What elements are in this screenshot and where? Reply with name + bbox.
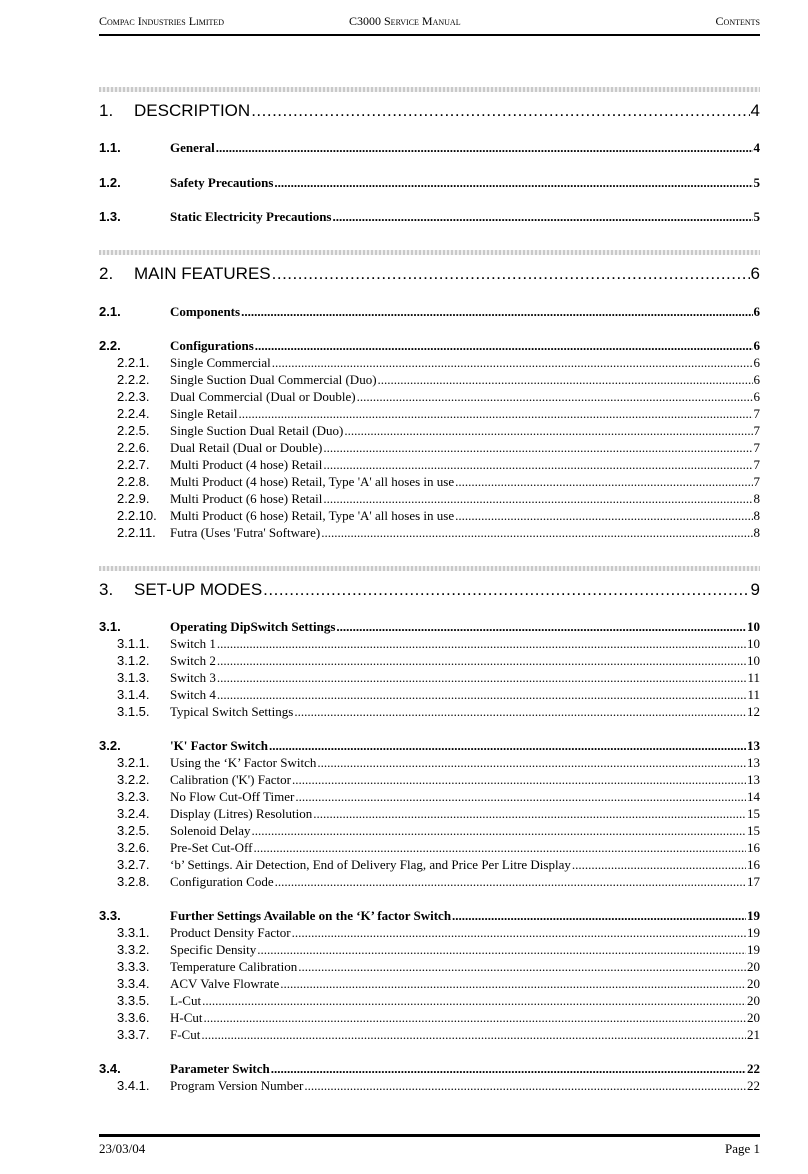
- toc-entry-number: 2.2.11.: [117, 525, 156, 540]
- toc-entry-page: 13: [747, 755, 760, 770]
- toc-entry-title: ACV Valve Flowrate: [170, 976, 280, 991]
- toc-entry-number: 2.2.8.: [117, 474, 150, 489]
- toc-entry-level-3[interactable]: [99, 976, 760, 992]
- toc-entry-title: Solenoid Delay: [170, 823, 251, 838]
- header-rule: [99, 34, 760, 36]
- toc-entry-title: ‘b’ Settings. Air Detection, End of Delivery Flag, and Price Per Litre Display: [170, 857, 571, 872]
- toc-entry-number: 3.1.: [99, 619, 121, 634]
- toc-entry-level-3[interactable]: [99, 857, 760, 873]
- toc-entry-number: 3.3.1.: [117, 925, 150, 940]
- toc-entry-title: Configuration Code: [170, 874, 274, 889]
- toc-entry-title: Futra (Uses 'Futra' Software): [170, 525, 321, 540]
- toc-entry-title: Further Settings Available on the ‘K’ factor Switch: [170, 908, 452, 923]
- toc-entry-page: 10: [747, 636, 760, 651]
- toc-leader-dots: [255, 338, 753, 354]
- toc-entry-title: Calibration ('K') Factor: [170, 772, 291, 787]
- toc-entry-title: Display (Litres) Resolution: [170, 806, 313, 821]
- section-band: [99, 566, 760, 571]
- toc-entry-level-3[interactable]: [99, 670, 760, 686]
- toc-entry-page: 10: [747, 653, 760, 668]
- toc-entry-page: 15: [747, 806, 760, 821]
- toc-leader-dots: [217, 687, 747, 703]
- toc-entry-number: 2.2.1.: [117, 355, 150, 370]
- toc-entry-title: Specific Density: [170, 942, 257, 957]
- toc-entry-level-3[interactable]: [99, 457, 760, 473]
- toc-entry-page: 17: [747, 874, 760, 889]
- toc-leader-dots: [455, 508, 752, 524]
- toc-entry-page: 22: [747, 1078, 760, 1093]
- toc-entry-level-2[interactable]: [99, 1061, 760, 1077]
- toc-entry-page: 8: [753, 491, 760, 506]
- toc-entry-number: 3.4.1.: [117, 1078, 150, 1093]
- toc-entry-title: L-Cut: [170, 993, 202, 1008]
- toc-leader-dots: [304, 1078, 746, 1094]
- toc-entry-number: 1.3.: [99, 209, 121, 224]
- toc-leader-dots: [202, 993, 746, 1009]
- toc-leader-dots: [333, 209, 753, 225]
- toc-entry-title: Safety Precautions: [170, 175, 274, 190]
- toc-entry-page: 19: [747, 925, 760, 940]
- toc-entry-number: 2.2.7.: [117, 457, 150, 472]
- toc-entry-page: 20: [747, 959, 760, 974]
- footer-rule: [99, 1134, 760, 1137]
- toc-leader-dots: [323, 457, 752, 473]
- toc-leader-dots: [357, 389, 753, 405]
- toc-entry-title: F-Cut: [170, 1027, 201, 1042]
- toc-entry-number: 3.1.5.: [117, 704, 150, 719]
- toc-entry-level-2[interactable]: [99, 304, 760, 320]
- toc-leader-dots: [251, 101, 749, 121]
- toc-entry-page: 7: [753, 423, 760, 438]
- toc-leader-dots: [217, 653, 746, 669]
- toc-entry-number: 3.2.1.: [117, 755, 150, 770]
- toc-entry-number: 3.3.: [99, 908, 121, 923]
- toc-entry-page: 4: [753, 140, 760, 155]
- toc-entry-number: 3.3.3.: [117, 959, 150, 974]
- toc-leader-dots: [294, 704, 746, 720]
- toc-entry-page: 7: [753, 457, 760, 472]
- toc-entry-level-2[interactable]: [99, 140, 760, 156]
- toc-entry-title: DESCRIPTION: [134, 101, 251, 120]
- toc-entry-number: 3.3.2.: [117, 942, 150, 957]
- toc-entry-page: 15: [747, 823, 760, 838]
- toc-entry-page: 20: [747, 993, 760, 1008]
- toc-entry-level-3[interactable]: [99, 806, 760, 822]
- toc-entry-page: 5: [753, 209, 760, 224]
- toc-entry-number: 1.2.: [99, 175, 121, 190]
- toc-entry-page: 7: [753, 406, 760, 421]
- toc-entry-number: 3.1.2.: [117, 653, 150, 668]
- toc-entry-level-3[interactable]: [99, 474, 760, 490]
- toc-entry-page: 20: [747, 976, 760, 991]
- toc-entry-number: 3.3.4.: [117, 976, 150, 991]
- toc-entry-title: Multi Product (4 hose) Retail, Type 'A' all hoses in use: [170, 474, 455, 489]
- toc-entry-page: 6: [753, 355, 760, 370]
- toc-leader-dots: [292, 925, 746, 941]
- toc-entry-title: Switch 3: [170, 670, 216, 685]
- toc-entry-page: 4: [750, 101, 760, 120]
- toc-entry-number: 2.2.2.: [117, 372, 150, 387]
- toc-entry-number: 3.1.3.: [117, 670, 150, 685]
- toc-entry-title: Static Electricity Precautions: [170, 209, 332, 224]
- toc-leader-dots: [217, 636, 746, 652]
- toc-entry-page: 7: [753, 474, 760, 489]
- toc-entry-page: 6: [753, 372, 760, 387]
- toc-entry-page: 11: [747, 687, 760, 702]
- toc-leader-dots: [295, 789, 746, 805]
- toc-leader-dots: [269, 738, 746, 754]
- section-band: [99, 87, 760, 92]
- toc-entry-title: Typical Switch Settings: [170, 704, 294, 719]
- toc-entry-level-3[interactable]: [99, 687, 760, 703]
- toc-entry-level-3[interactable]: [99, 636, 760, 652]
- toc-leader-dots: [272, 264, 750, 284]
- toc-entry-page: 19: [747, 942, 760, 957]
- toc-entry-page: 9: [750, 580, 760, 599]
- toc-entry-level-3[interactable]: [99, 406, 760, 422]
- section-band: [99, 250, 760, 255]
- toc-leader-dots: [313, 806, 746, 822]
- page-footer: [99, 1141, 760, 1157]
- toc-entry-level-3[interactable]: [99, 925, 760, 941]
- toc-entry-page: 11: [747, 670, 760, 685]
- toc-leader-dots: [274, 175, 752, 191]
- toc-entry-title: MAIN FEATURES: [134, 264, 271, 283]
- toc-entry-title: No Flow Cut-Off Timer: [170, 789, 295, 804]
- toc-entry-number: 2.2.6.: [117, 440, 150, 455]
- toc-entry-title: Product Density Factor: [170, 925, 291, 940]
- toc-entry-level-3[interactable]: [99, 372, 760, 388]
- toc-entry-title: Program Version Number: [170, 1078, 304, 1093]
- footer-date: 23/03/04: [99, 1141, 146, 1156]
- toc-entry-page: 6: [753, 304, 760, 319]
- toc-leader-dots: [298, 959, 746, 975]
- toc-entry-level-2[interactable]: [99, 908, 760, 924]
- toc-entry-level-3[interactable]: [99, 755, 760, 771]
- toc-entry-page: 20: [747, 1010, 760, 1025]
- toc-entry-number: 3.3.6.: [117, 1010, 150, 1025]
- toc-entry-number: 3.2.5.: [117, 823, 150, 838]
- toc-entry-level-3[interactable]: [99, 1010, 760, 1026]
- toc-leader-dots: [321, 525, 752, 541]
- toc-entry-number: 2.2.10.: [117, 508, 157, 523]
- toc-entry-level-2[interactable]: [99, 619, 760, 635]
- toc-entry-level-3[interactable]: [99, 508, 760, 524]
- toc-entry-level-2[interactable]: [99, 175, 760, 191]
- toc-entry-level-3[interactable]: [99, 355, 760, 371]
- toc-entry-level-2[interactable]: [99, 209, 760, 225]
- toc-entry-number: 3.2.: [99, 738, 121, 753]
- toc-entry-level-3[interactable]: [99, 959, 760, 975]
- toc-entry-number: 3.3.7.: [117, 1027, 150, 1042]
- toc-entry-page: 21: [747, 1027, 760, 1042]
- footer-page-number: Page 1: [724, 1141, 760, 1156]
- header-manual-title: C3000 Service Manual: [349, 14, 461, 28]
- toc-entry-number: 3.: [99, 580, 114, 599]
- toc-entry-title: Switch 1: [170, 636, 216, 651]
- toc-entry-title: Single Suction Dual Retail (Duo): [170, 423, 344, 438]
- toc-entry-level-3[interactable]: [99, 653, 760, 669]
- toc-entry-title: Single Retail: [170, 406, 238, 421]
- header-section: Contents: [715, 14, 760, 28]
- toc-entry-title: Using the ‘K’ Factor Switch: [170, 755, 317, 770]
- toc-leader-dots: [201, 1027, 746, 1043]
- toc-leader-dots: [378, 372, 753, 388]
- toc-entry-level-3[interactable]: [99, 704, 760, 720]
- toc-entry-page: 16: [747, 857, 760, 872]
- toc-entry-number: 2.2.9.: [117, 491, 150, 506]
- toc-entry-number: 2.2.4.: [117, 406, 150, 421]
- toc-entry-page: 5: [753, 175, 760, 190]
- toc-entry-number: 1.1.: [99, 140, 121, 155]
- toc-entry-title: Pre-Set Cut-Off: [170, 840, 253, 855]
- toc-entry-number: 2.2.3.: [117, 389, 150, 404]
- toc-entry-level-2[interactable]: [99, 338, 760, 354]
- toc-entry-level-3[interactable]: [99, 423, 760, 439]
- toc-entry-number: 3.2.6.: [117, 840, 150, 855]
- toc-leader-dots: [217, 670, 747, 686]
- toc-entry-title: Switch 2: [170, 653, 216, 668]
- toc-entry-level-3[interactable]: [99, 1078, 760, 1094]
- toc-entry-title: 'K' Factor Switch: [170, 738, 268, 753]
- toc-entry-number: 3.2.2.: [117, 772, 150, 787]
- toc-entry-page: 16: [747, 840, 760, 855]
- toc-entry-level-1[interactable]: [99, 101, 760, 121]
- toc-entry-level-3[interactable]: [99, 440, 760, 456]
- toc-entry-page: 22: [747, 1061, 760, 1076]
- toc-leader-dots: [204, 1010, 747, 1026]
- toc-entry-number: 1.: [99, 101, 114, 120]
- toc-entry-level-3[interactable]: [99, 942, 760, 958]
- toc-leader-dots: [275, 874, 746, 890]
- toc-entry-title: Multi Product (6 hose) Retail, Type 'A' all hoses in use: [170, 508, 455, 523]
- toc-entry-number: 3.1.4.: [117, 687, 150, 702]
- toc-entry-title: Single Suction Dual Commercial (Duo): [170, 372, 377, 387]
- toc-entry-page: 12: [747, 704, 760, 719]
- toc-entry-title: SET-UP MODES: [134, 580, 263, 599]
- toc-entry-page: 10: [747, 619, 760, 634]
- toc-entry-page: 7: [753, 440, 760, 455]
- toc-entry-title: Dual Commercial (Dual or Double): [170, 389, 356, 404]
- toc-entry-level-3[interactable]: [99, 993, 760, 1009]
- toc-leader-dots: [272, 355, 753, 371]
- toc-entry-level-2[interactable]: [99, 738, 760, 754]
- toc-entry-page: 19: [747, 908, 760, 923]
- toc-entry-title: General: [170, 140, 215, 155]
- toc-leader-dots: [239, 406, 753, 422]
- toc-entry-level-3[interactable]: [99, 789, 760, 805]
- toc-entry-level-3[interactable]: [99, 525, 760, 541]
- toc-entry-title: Operating DipSwitch Settings: [170, 619, 336, 634]
- toc-entry-number: 3.4.: [99, 1061, 121, 1076]
- toc-entry-number: 3.2.4.: [117, 806, 150, 821]
- toc-leader-dots: [216, 140, 753, 156]
- toc-entry-page: 6: [750, 264, 760, 283]
- toc-entry-page: 8: [753, 525, 760, 540]
- toc-leader-dots: [252, 823, 746, 839]
- toc-leader-dots: [292, 772, 746, 788]
- toc-entry-level-3[interactable]: [99, 491, 760, 507]
- toc-leader-dots: [263, 580, 749, 600]
- toc-entry-title: Configurations: [170, 338, 254, 353]
- toc-entry-number: 3.1.1.: [117, 636, 150, 651]
- toc-entry-number: 2.1.: [99, 304, 121, 319]
- toc-entry-title: Components: [170, 304, 241, 319]
- toc-leader-dots: [241, 304, 752, 320]
- header-company: Compac Industries Limited: [99, 14, 225, 28]
- toc-entry-title: Multi Product (6 hose) Retail: [170, 491, 323, 506]
- toc-entry-page: 6: [753, 338, 760, 353]
- toc-entry-page: 13: [747, 738, 760, 753]
- toc-entry-level-3[interactable]: [99, 823, 760, 839]
- toc-entry-number: 3.2.8.: [117, 874, 150, 889]
- toc-entry-number: 3.2.3.: [117, 789, 150, 804]
- toc-entry-level-3[interactable]: [99, 874, 760, 890]
- toc-leader-dots: [257, 942, 746, 958]
- toc-entry-number: 2.: [99, 264, 114, 283]
- toc-leader-dots: [317, 755, 746, 771]
- toc-entry-number: 3.2.7.: [117, 857, 150, 872]
- toc-entry-level-1[interactable]: [99, 264, 760, 284]
- toc-entry-level-3[interactable]: [99, 840, 760, 856]
- toc-leader-dots: [455, 474, 752, 490]
- toc-leader-dots: [253, 840, 746, 856]
- toc-entry-title: Single Commercial: [170, 355, 271, 370]
- toc-entry-title: Temperature Calibration: [170, 959, 298, 974]
- toc-entry-level-1[interactable]: [99, 580, 760, 600]
- toc-leader-dots: [280, 976, 746, 992]
- toc-leader-dots: [271, 1061, 746, 1077]
- toc-entry-title: H-Cut: [170, 1010, 203, 1025]
- toc-leader-dots: [323, 491, 752, 507]
- toc-entry-page: 13: [747, 772, 760, 787]
- toc-entry-page: 8: [753, 508, 760, 523]
- toc-entry-title: Switch 4: [170, 687, 216, 702]
- toc-entry-title: Multi Product (4 hose) Retail: [170, 457, 323, 472]
- toc-leader-dots: [323, 440, 752, 456]
- toc-entry-number: 2.2.5.: [117, 423, 150, 438]
- page-header: [99, 14, 760, 30]
- toc-entry-page: 14: [747, 789, 760, 804]
- toc-entry-level-3[interactable]: [99, 772, 760, 788]
- toc-entry-title: Dual Retail (Dual or Double): [170, 440, 323, 455]
- toc-entry-level-3[interactable]: [99, 1027, 760, 1043]
- toc-leader-dots: [344, 423, 752, 439]
- toc-entry-page: 6: [753, 389, 760, 404]
- toc-leader-dots: [452, 908, 746, 924]
- toc-entry-number: 3.3.5.: [117, 993, 150, 1008]
- toc-entry-title: Parameter Switch: [170, 1061, 270, 1076]
- toc-entry-number: 2.2.: [99, 338, 121, 353]
- toc-leader-dots: [572, 857, 746, 873]
- toc-entry-level-3[interactable]: [99, 389, 760, 405]
- toc-leader-dots: [336, 619, 746, 635]
